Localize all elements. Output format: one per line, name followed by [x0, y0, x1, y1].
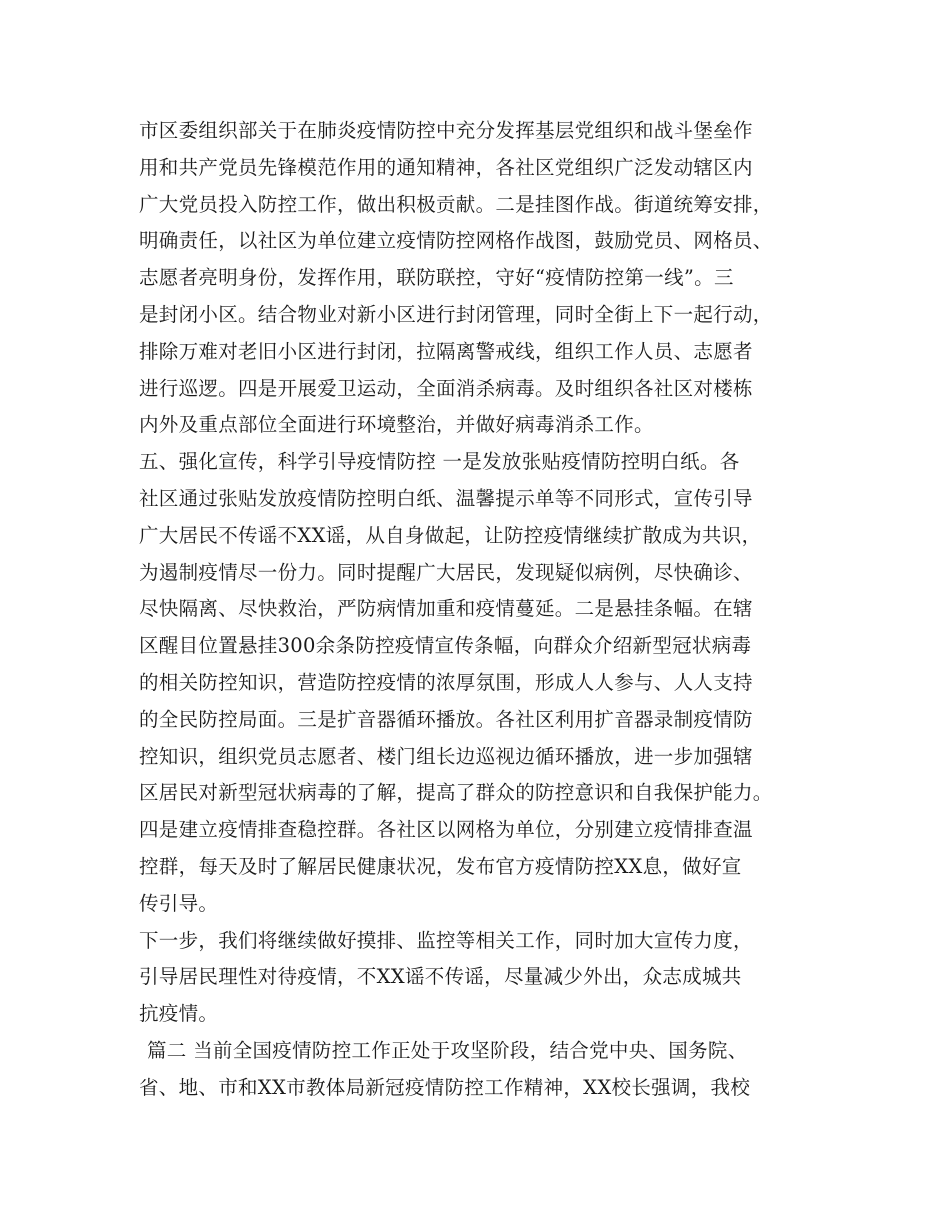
text-line: 的相关防控知识，营造防控疫情的浓厚氛围，形成人人参与、人人支持: [139, 670, 753, 694]
text-line: 进行巡逻。四是开展爱卫运动，全面消杀病毒。及时组织各社区对楼栋: [139, 376, 753, 400]
text-line: 下一步，我们将继续做好摸排、监控等相关工作，同时加大宣传力度，: [139, 928, 753, 952]
text-line: 市区委组织部关于在肺炎疫情防控中充分发挥基层党组织和战斗堡垒作: [139, 119, 753, 142]
text-line: 区居民对新型冠状病毒的了解，提高了群众的防控意识和自我保护能力。: [139, 781, 773, 805]
text-line: 区醒目位置悬挂300余条防控疫情宣传条幅，向群众介绍新型冠状病毒: [139, 634, 752, 658]
text-line: 广大居民不传谣不XX谣，从自身做起，让防控疫情继续扩散成为共识，: [139, 523, 762, 547]
section-heading-line: 篇二 当前全国疫情防控工作正处于攻坚阶段，结合党中央、国务院、: [147, 1038, 748, 1062]
text-line: 为遏制疫情尽一份力。同时提醒广大居民，发现疑似病例，尽快确诊、: [139, 560, 753, 584]
text-line: 内外及重点部位全面进行环境整治，并做好病毒消杀工作。: [139, 413, 654, 437]
text-line: 广大党员投入防控工作，做出积极贡献。二是挂图作战。街道统筹安排，: [139, 192, 773, 216]
text-line: 用和共产党员先锋模范作用的通知精神，各社区党组织广泛发动辖区内: [139, 155, 753, 179]
text-line: 抗疫情。: [139, 1002, 219, 1026]
text-line: 引导居民理性对待疫情，不XX谣不传谣，尽量减少外出，众志成城共: [139, 965, 742, 989]
text-line: 社区通过张贴发放疫情防控明白纸、温馨提示单等不同形式，宣传引导: [139, 486, 753, 510]
text-line: 控知识，组织党员志愿者、楼门组长边巡视边循环播放，进一步加强辖: [139, 744, 753, 768]
text-line: 尽快隔离、尽快救治，严防病情加重和疫情蔓延。二是悬挂条幅。在辖: [139, 597, 753, 621]
text-line: 排除万难对老旧小区进行封闭，拉隔离警戒线，组织工作人员、志愿者: [139, 339, 753, 363]
text-line: 控群，每天及时了解居民健康状况，发布官方疫情防控XX息，做好宣: [139, 854, 742, 878]
text-line: 省、地、市和XX市教体局新冠疫情防控工作精神，XX校长强调，我校: [139, 1075, 751, 1099]
text-line: 志愿者亮明身份，发挥作用，联防联控，守好“疫情防控第一线”。三: [139, 266, 734, 290]
text-line: 传引导。: [139, 891, 219, 915]
text-line: 是封闭小区。结合物业对新小区进行封闭管理，同时全街上下一起行动，: [139, 302, 773, 326]
text-line: 的全民防控局面。三是扩音器循环播放。各社区利用扩音器录制疫情防: [139, 707, 753, 731]
text-line: 四是建立疫情排查稳控群。各社区以网格为单位，分别建立疫情排查温: [139, 818, 753, 842]
document-body: [139, 113, 839, 1107]
text-line: 明确责任，以社区为单位建立疫情防控网格作战图，鼓励党员、网格员、: [139, 229, 773, 253]
section-heading-line: 五、强化宣传，科学引导疫情防控 一是发放张贴疫情防控明白纸。各: [139, 450, 740, 474]
